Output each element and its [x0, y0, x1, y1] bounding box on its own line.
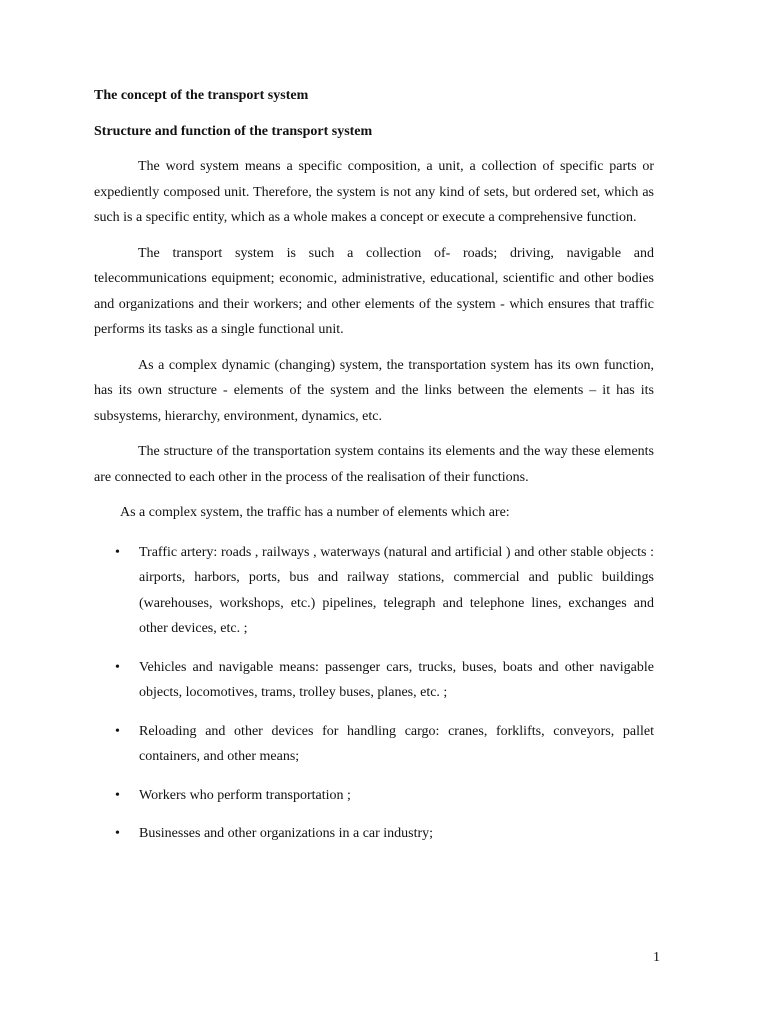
- document-content: [94, 86, 654, 860]
- list-item: [94, 783, 654, 809]
- bullet-icon: •: [115, 826, 120, 841]
- list-item-text: Workers who perform transportation ;: [139, 787, 351, 803]
- list-item: [94, 821, 654, 847]
- list-item: [94, 655, 654, 706]
- paragraph-dynamic-system: As a complex dynamic (changing) system, the transportation system has its own function, has its own structure - elements of the system and the links between the elements – it has its subsystems, hierarchy, environment, dynamics, etc.: [94, 357, 654, 424]
- list-item: [94, 540, 654, 642]
- bullet-icon: •: [115, 787, 120, 803]
- list-item: [94, 719, 654, 770]
- paragraph-transport-system: The transport system is such a collection of- roads; driving, navigable and telecommunications equipment; economic, administrative, educational, scientific and other bodies and organizations and their workers; and other elements of the system - which ensures that traffic performs its tasks as a single functional unit.: [94, 245, 654, 337]
- bullet-icon: •: [115, 723, 120, 739]
- elements-list: [94, 540, 654, 847]
- list-intro: As a complex system, the traffic has a number of elements which are:: [120, 505, 510, 520]
- list-item-text: Reloading and other devices for handling cargo: cranes, forklifts, conveyors, pallet containers, and other means;: [139, 723, 654, 764]
- bullet-icon: •: [115, 659, 120, 675]
- page-number: 1: [653, 950, 660, 965]
- list-item-text: Vehicles and navigable means: passenger cars, trucks, buses, boats and other navigable objects, locomotives, trams, trolley buses, planes, etc. ;: [139, 659, 654, 700]
- document-subtitle: Structure and function of the transport system: [94, 124, 373, 139]
- list-item-text: Businesses and other organizations in a car industry;: [139, 826, 434, 841]
- list-item-text: Traffic artery: roads , railways , waterways (natural and artificial ) and other stable objects : airports, harbors, ports, bus and railway stations, commercial and public buildings (warehouses, workshops, etc.) pipelines, telegraph and telephone lines, exchanges and other devices, etc. ;: [139, 544, 654, 636]
- paragraph-system-definition: The word system means a specific composition, a unit, a collection of specific parts or expediently composed unit. Therefore, the system is not any kind of sets, but ordered set, which as such is a specific entity, which as a whole makes a concept or execute a comprehensive function.: [94, 159, 654, 225]
- bullet-icon: •: [115, 544, 120, 560]
- paragraph-structure: The structure of the transportation system contains its elements and the way these elements are connected to each other in the process of the realisation of their functions.: [94, 444, 654, 485]
- document-title: The concept of the transport system: [94, 88, 309, 103]
